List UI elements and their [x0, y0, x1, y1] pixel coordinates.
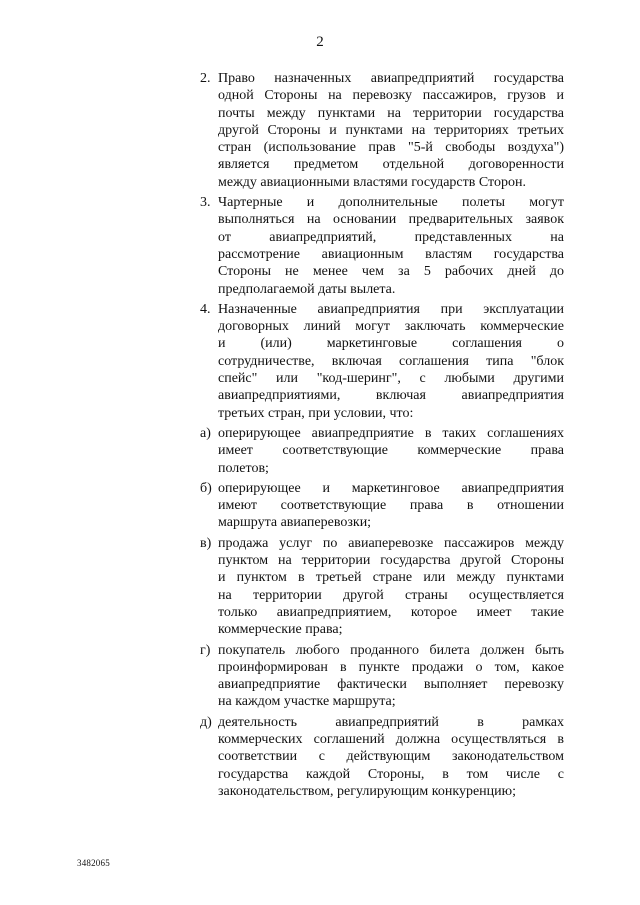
text-line: одной Стороны на перевозку пассажиров, грузов и	[218, 88, 564, 104]
subclause-a	[200, 425, 564, 477]
clause-4	[200, 301, 564, 422]
clause-marker: а)	[200, 425, 211, 441]
clause-marker: в)	[200, 535, 212, 551]
subclause-v	[200, 535, 564, 639]
text-line: полетов;	[218, 460, 269, 476]
document-body	[200, 70, 564, 803]
subclause-b	[200, 480, 564, 532]
text-line: третьих стран, при условии, что:	[218, 405, 414, 421]
clause-marker: 4.	[200, 301, 211, 317]
text-line: рассмотрение авиационным властям государства	[218, 246, 564, 262]
text-line: продажа услуг по авиаперевозке пассажиров между	[218, 535, 564, 551]
text-line: авиапредприятие фактически выполняет перевозку	[218, 677, 564, 693]
clause-2	[200, 70, 564, 191]
text-line: другой Стороны и пунктами на территориях третьих	[218, 122, 564, 138]
text-line: и пунктом в третьей стране или между пунктами	[218, 570, 564, 586]
text-line: спейс" или "код-шеринг", с любыми другими	[218, 371, 564, 387]
subclause-g	[200, 642, 564, 711]
clause-marker: д)	[200, 714, 212, 730]
text-line: между авиационными властями государств Сторон.	[218, 174, 526, 190]
text-line: авиапредприятиями, включая авиапредприятия	[218, 388, 564, 404]
text-line: договорных линий могут заключать коммерческие	[218, 319, 564, 335]
text-line: на территории другой страны осуществляется	[218, 587, 564, 603]
clause-marker: г)	[200, 642, 211, 658]
text-line: государства каждой Стороны, в том числе с	[218, 766, 564, 782]
text-line: имеет соответствующие коммерческие права	[218, 443, 564, 459]
text-line: законодательством, регулирующим конкуренцию;	[218, 783, 516, 799]
text-line: соответствии с действующим законодательством	[218, 749, 564, 765]
text-line: оперирующее авиапредприятие в таких соглашениях	[218, 425, 564, 441]
text-line: Чартерные и дополнительные полеты могут	[218, 195, 564, 211]
text-line: пунктом на территории государства другой Стороны	[218, 553, 564, 569]
text-line: маршрута авиаперевозки;	[218, 515, 372, 531]
page-number: 2	[316, 34, 324, 50]
clause-marker: 2.	[200, 71, 211, 86]
text-line: Назначенные авиапредприятия при эксплуатации	[218, 301, 564, 317]
text-line: почты между пунктами на территории государства	[218, 105, 564, 121]
text-line: коммерческих соглашений должна осуществляться в	[218, 731, 564, 747]
clause-marker: б)	[200, 480, 212, 496]
clause-3	[200, 194, 564, 298]
text-line: является предметом отдельной договоренности	[218, 157, 564, 173]
text-line: сотрудничестве, включая соглашения типа "блок	[218, 353, 564, 369]
text-line: имеют соответствующие права в отношении	[218, 498, 564, 514]
text-line: и (или) маркетинговые соглашения о	[218, 336, 564, 352]
text-line: деятельность авиапредприятий в рамках	[218, 714, 564, 730]
text-line: только авиапредприятием, которое имеет такие	[218, 604, 564, 620]
text-line: покупатель любого проданного билета должен быть	[218, 642, 564, 658]
text-line: проинформирован в пункте продажи о том, какое	[218, 659, 564, 675]
text-line: на каждом участке маршрута;	[218, 694, 396, 710]
text-line: стран (использование прав "5-й свободы воздуха")	[218, 140, 564, 156]
text-line: выполняться на основании предварительных заявок	[218, 212, 564, 228]
text-line: Стороны не менее чем за 5 рабочих дней до	[218, 264, 564, 280]
text-line: предполагаемой даты вылета.	[218, 281, 396, 297]
text-line: оперирующее и маркетинговое авиапредприятия	[218, 480, 564, 496]
text-line: от авиапредприятий, представленных на	[218, 229, 564, 245]
subclause-d	[200, 714, 564, 800]
text-line: Право назначенных авиапредприятий государства	[218, 71, 564, 86]
text-line: коммерческие права;	[218, 622, 343, 638]
document-code: 3482065	[77, 858, 110, 868]
clause-marker: 3.	[200, 195, 211, 211]
